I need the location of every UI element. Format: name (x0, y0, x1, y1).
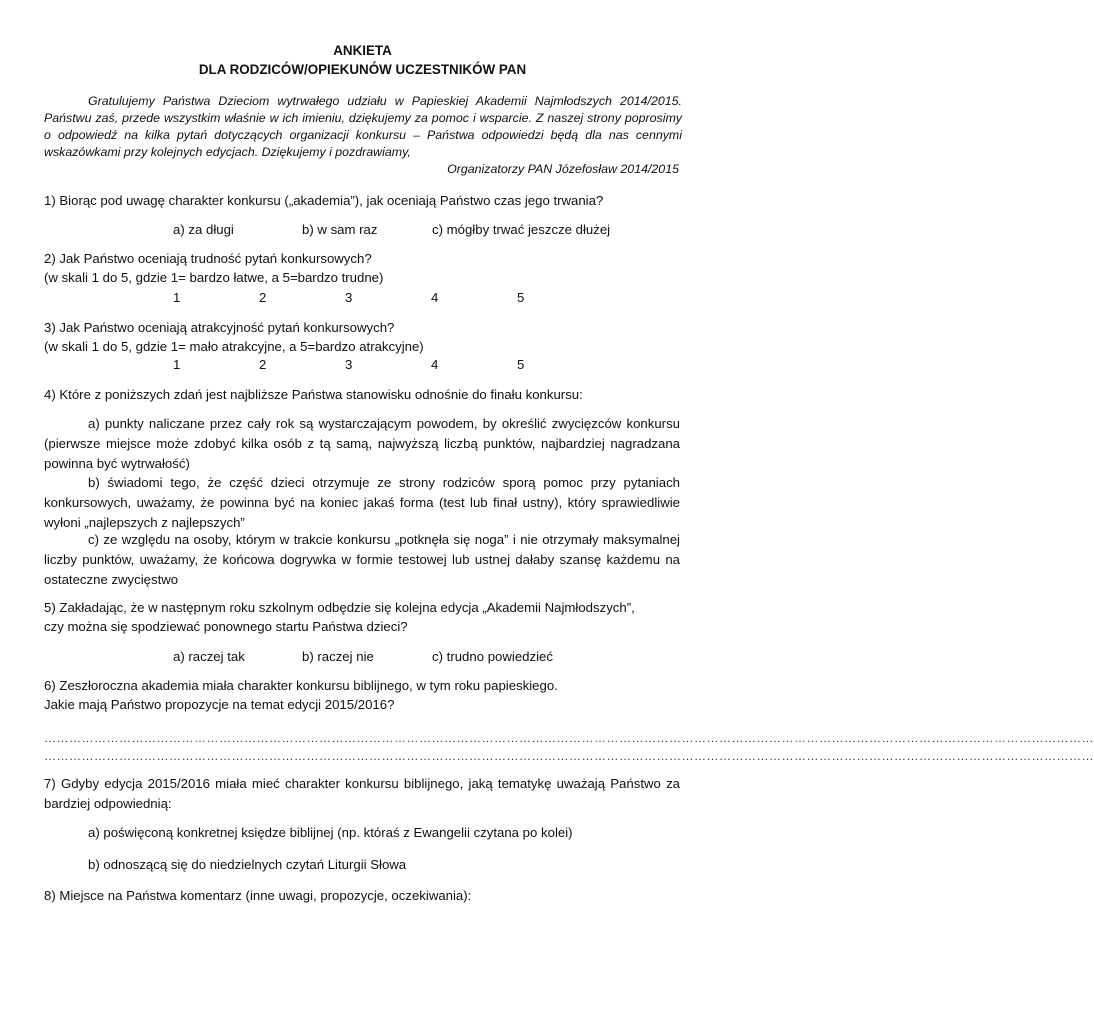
question-5: 5) Zakładając, że w następnym roku szkolnym odbędzie się kolejna edycja „Akademii Najmłodszych”, (44, 600, 635, 615)
q5-option-a[interactable]: a) raczej tak (173, 649, 245, 664)
q6-answer-line-2[interactable]: ……………………………………………………………………………………………………………………………………………………………………………………………………………………………… (44, 749, 1094, 763)
q2-scale-note: (w skali 1 do 5, gdzie 1= bardzo łatwe, a 5=bardzo trudne) (44, 270, 384, 285)
q3-scale-note: (w skali 1 do 5, gdzie 1= mało atrakcyjne, a 5=bardzo atrakcyjne) (44, 339, 424, 354)
question-4: 4) Które z poniższych zdań jest najbliższe Państwa stanowisku odnośnie do finału konkursu: (44, 387, 583, 402)
question-8: 8) Miejsce na Państwa komentarz (inne uwagi, propozycje, oczekiwania): (44, 888, 472, 903)
question-6: 6) Zeszłoroczna akademia miała charakter konkursu biblijnego, w tym roku papieskiego. (44, 678, 558, 693)
question-1: 1) Biorąc pod uwagę charakter konkursu („akademia”), jak oceniają Państwo czas jego trwania? (44, 193, 604, 208)
q5-option-c[interactable]: c) trudno powiedzieć (432, 649, 553, 664)
question-3: 3) Jak Państwo oceniają atrakcyjność pytań konkursowych? (44, 320, 395, 335)
q2-scale-4[interactable]: 4 (431, 290, 439, 305)
q2-scale-5[interactable]: 5 (517, 290, 525, 305)
survey-subtitle: DLA RODZICÓW/OPIEKUNÓW UCZESTNIKÓW PAN (198, 62, 527, 77)
q1-option-b[interactable]: b) w sam raz (302, 222, 378, 237)
q2-scale-3[interactable]: 3 (345, 290, 353, 305)
question-5-cont: czy można się spodziewać ponownego startu Państwa dzieci? (44, 619, 408, 634)
q6-answer-line-1[interactable]: ……………………………………………………………………………………………………………………………………………………………………………………………………………………………… (44, 731, 1094, 745)
q3-scale-4[interactable]: 4 (431, 357, 439, 372)
survey-title: ANKIETA (333, 43, 392, 58)
q7-option-b[interactable]: b) odnoszącą się do niedzielnych czytań Liturgii Słowa (88, 857, 407, 872)
q8-comment-area[interactable] (44, 910, 680, 1010)
q1-option-c[interactable]: c) mógłby trwać jeszcze dłużej (432, 222, 611, 237)
q7-option-a[interactable]: a) poświęconą konkretnej księdze biblijnej (np. któraś z Ewangelii czytana po kolei) (88, 825, 573, 840)
q5-option-b[interactable]: b) raczej nie (302, 649, 374, 664)
question-6-cont: Jakie mają Państwo propozycje na temat edycji 2015/2016? (44, 697, 395, 712)
q2-scale-1[interactable]: 1 (173, 290, 181, 305)
q2-scale-2[interactable]: 2 (259, 290, 267, 305)
q1-option-a[interactable]: a) za długi (173, 222, 234, 237)
intro-signature: Organizatorzy PAN Józefosław 2014/2015 (447, 162, 679, 176)
intro-text: Gratulujemy Państwa Dzieciom wytrwałego udziału w Papieskiej Akademii Najmłodszych 2014/2015. Państwu zaś, przede wszystkim właśnie w ich imieniu, dziękujemy za pomoc i wsparcie. Z naszej strony poprosimy o odpowiedź na kilka pytań dotyczących organizacji konkursu – Państwa odpowiedzi będą dla nas cennymi wskazówkami przy kolejnych edycjach. Dziękujemy i pozdrawiamy, (44, 94, 682, 159)
question-7: 7) Gdyby edycja 2015/2016 miała mieć charakter konkursu biblijnego, jaką tematykę uważają Państwo za bardziej odpowiednią: (44, 776, 680, 811)
question-2: 2) Jak Państwo oceniają trudność pytań konkursowych? (44, 251, 372, 266)
intro-paragraph (44, 93, 682, 161)
q4-option-c[interactable]: c) ze względu na osoby, którym w trakcie konkursu „potknęła się noga” i nie otrzymały maksymalnej liczby punktów, uważamy, że końcowa dogrywka w formie testowej lub ustnej dałaby szansę każdemu na ostateczne zwycięstwo (44, 532, 680, 587)
q3-scale-1[interactable]: 1 (173, 357, 181, 372)
q4-option-a[interactable]: a) punkty naliczane przez cały rok są wystarczającym powodem, by określić zwycięzców konkursu (pierwsze miejsce może zdobyć kilka osób z tą samą, najwyższą liczbą punktów, najbardziej nagradzana powinna być wytrwałość) (44, 416, 680, 471)
q3-scale-2[interactable]: 2 (259, 357, 267, 372)
q3-scale-5[interactable]: 5 (517, 357, 525, 372)
q4-option-b[interactable]: b) świadomi tego, że część dzieci otrzymuje ze strony rodziców sporą pomoc przy pytaniach konkursowych, uważamy, że powinna być na koniec jakaś forma (test lub finał ustny), który sprawiedliwie wyłoni „najlepszych z najlepszych” (44, 475, 680, 530)
q3-scale-3[interactable]: 3 (345, 357, 353, 372)
